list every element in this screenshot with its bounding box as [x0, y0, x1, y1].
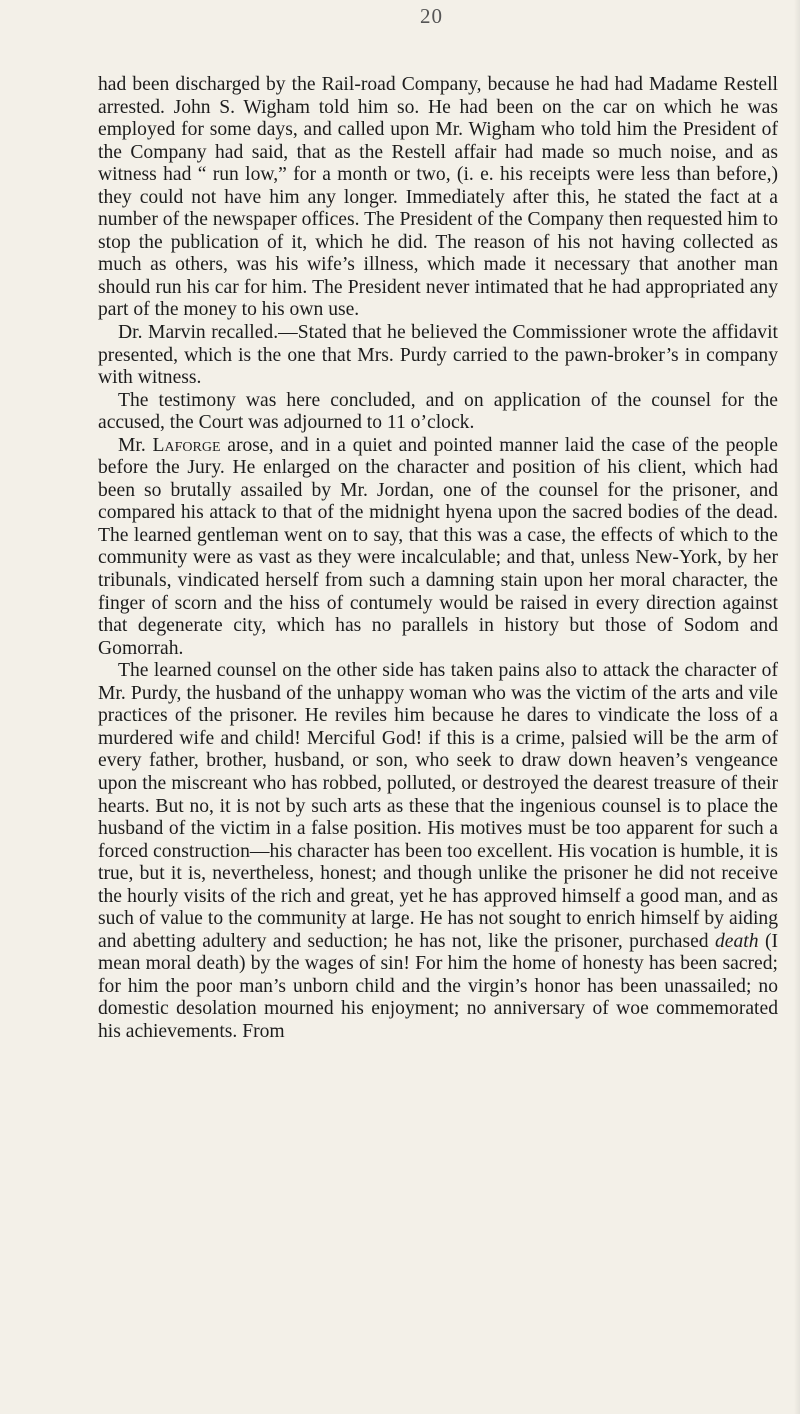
- paragraph-dr-marvin: Dr. Marvin recalled.—Stated that he believed the Commissioner wrote the affidavit presented, which is the one that Mrs. Purdy carried to the pawn-broker’s in company with witness.: [98, 322, 778, 389]
- paragraph-counsel-argument: [98, 660, 778, 1043]
- page-number: 20: [420, 4, 443, 28]
- paragraph-laforge-body: arose, and in a quiet and pointed manner laid the case of the people before the Jury. He enlarged on the character and position of his client, which had been so brutally assailed by Mr. Jordan, one of the counsel for the prisoner, and compared his attack to that of the midnight hyena upon the sacred bodies of the dead. The learned gentleman went on to say, that this was a case, the effects of which to the community were as vast as they were incalculable; and that, unless New-York, by her tribunals, vindicated herself from such a damning stain upon her moral character, the finger of scorn and the hiss of contumely would be raised in every direction against that degenerate city, which has no parallels in history but those of Sodom and Gomorrah.: [98, 434, 778, 659]
- body-text: [98, 74, 778, 1044]
- paragraph-laforge-lead: Mr.: [118, 434, 153, 456]
- paragraph-laforge: [98, 435, 778, 660]
- paragraph-testimony-wigham: had been discharged by the Rail-road Company, because he had had Madame Restell arrested. John S. Wigham told him so. He had been on the car on which he was employed for some days, and called upon Mr. Wigham who told him the President of the Company had said, that as the Restell affair had made so much noise, and as witness had “ run low,” for a month or two, (i. e. his receipts were less than before,) they could not have him any longer. Immediately after this, he stated the fact at a number of the newspaper offices. The President of the Company then requested him to stop the publication of it, which he did. The reason of his not having collected as much as others, was his wife’s illness, which made it necessary that another man should run his car for him. The President never intimated that he had appropriated any part of the money to his own use.: [98, 74, 778, 321]
- italic-word-death: death: [715, 930, 759, 952]
- page-edge-shadow: [794, 0, 800, 1414]
- paragraph-counsel-body: The learned counsel on the other side has taken pains also to attack the character of Mr. Purdy, the husband of the unhappy woman who was the victim of the arts and vile practices of the prisoner. He reviles him because he dares to vindicate the loss of a murdered wife and child! Merciful God! if this is a crime, palsied will be the arm of every father, brother, husband, or son, who seek to draw down heaven’s vengeance upon the miscreant who has robbed, polluted, or destroyed the dearest treasure of their hearts. But no, it is not by such arts as these that the ingenious counsel is to place the husband of the victim in a false position. His motives must be too apparent for such a forced construction—his character has been too excellent. His vocation is humble, it is true, but it is, nevertheless, honest; and though unlike the prisoner he did not receive the hourly visits of the rich and great, yet he has approved himself a good man, and as such of value to the community at large. He has not sought to enrich himself by aiding and abetting adultery and seduction; he has not, like the prisoner, purchased: [98, 660, 778, 952]
- speaker-name-laforge: Laforge: [152, 434, 221, 456]
- paragraph-testimony-concluded: The testimony was here concluded, and on application of the counsel for the accused, the Court was adjourned to 11 o’clock.: [98, 389, 778, 434]
- paragraph-counsel-tail: (I mean moral death) by the wages of sin! For him the home of honesty has been sacred; for him the poor man’s unborn child and the virgin’s honor has been unassailed; no domestic desolation mourned his enjoyment; no anniversary of woe commemorated his achievements. From: [98, 930, 778, 1042]
